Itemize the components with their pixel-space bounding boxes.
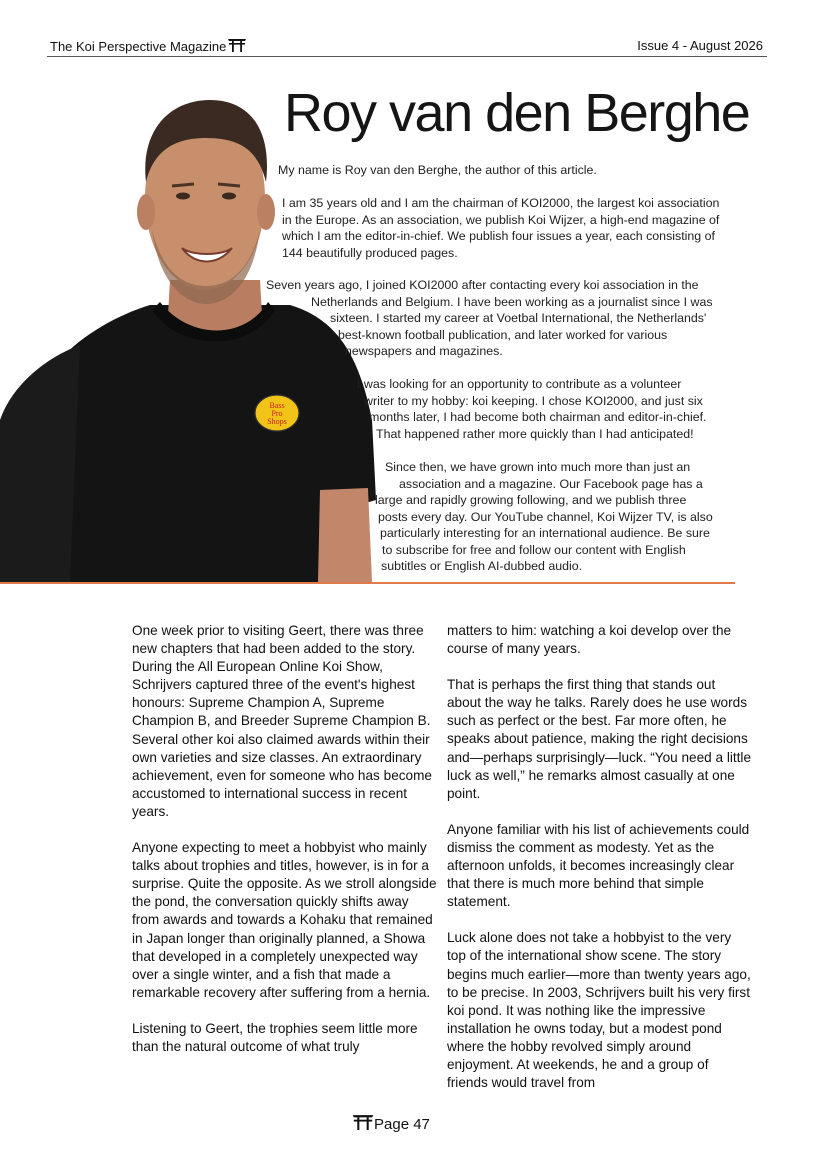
page-header [47, 38, 767, 57]
article-paragraph: Anyone familiar with his list of achievements could dismiss the comment as modesty. Yet as the afternoon unfolds, it becomes increasingly clear that there is much more behind that simple statement. [447, 821, 750, 910]
svg-text:Pro: Pro [271, 409, 283, 418]
article-paragraph: Listening to Geert, the trophies seem little more than the natural outcome of what truly [132, 1020, 418, 1054]
svg-text:Shops: Shops [267, 417, 287, 426]
intro-line: months later, I had become both chairman and editor-in-chief. [369, 410, 707, 424]
intro-line: I am 35 years old and I am the chairman of KOI2000, the largest koi association [282, 196, 720, 210]
page-footer [352, 1114, 430, 1134]
bass-pro-shops-logo [255, 395, 299, 431]
article-column-left [132, 622, 437, 1074]
issue-date: Issue 4 - August 2026 [637, 38, 763, 53]
intro-line: posts every day. Our YouTube channel, Koi Wijzer TV, is also [378, 509, 713, 524]
intro-line: Seven years ago, I joined KOI2000 after contacting every koi association in the [266, 278, 699, 292]
intro-paragraph [282, 195, 719, 261]
intro-line: to subscribe for free and follow our content with English [382, 542, 686, 557]
intro-line: subtitles or English AI-dubbed audio. [381, 559, 583, 573]
intro-paragraph [278, 162, 597, 179]
magazine-name [50, 38, 246, 55]
torii-gate-icon [352, 1114, 374, 1134]
page-number: Page 47 [374, 1115, 430, 1133]
magazine-title: The Koi Perspective Magazine [50, 39, 227, 54]
intro-line: large and rapidly growing following, and we publish three [375, 493, 687, 507]
intro-line: writer to my hobby: koi keeping. I chose KOI2000, and just six [364, 393, 703, 408]
article-paragraph: Luck alone does not take a hobbyist to the very top of the international show scene. The story begins much earlier—more than twenty years ago, to be precise. In 2003, Schrijvers built his very first koi pond. It was nothing like the impressive installation he owns today, but a modest pond where the hobby revolved simply around enjoyment. At weekends, he and a group of friends would travel from [447, 930, 751, 1091]
intro-paragraph [266, 277, 713, 360]
torii-gate-icon [228, 38, 246, 55]
article-paragraph: That is perhaps the first thing that stands out about the way he talks. Rarely does he use words such as perfect or the best. Far more often, he speaks about patience, making the right decisions and—perhaps surprisingly—luck. “You need a little luck as well,” he remarks almost casually at one point. [447, 677, 752, 801]
intro-line: which I am the editor-in-chief. We publish four issues a year, each consisting of [282, 229, 715, 243]
accent-divider [0, 582, 735, 584]
intro-line: Netherlands and Belgium. I have been working as a journalist since I was [311, 294, 713, 309]
intro-line: in the Europe. As an association, we publish Koi Wijzer, a high-end magazine of [282, 212, 720, 227]
article-paragraph: One week prior to visiting Geert, there was three new chapters that had been added to the story. During the All European Online Koi Show, Schrijvers captured three of the event's highest honours: Supreme Champion A, Supreme Champion B, and Breeder Supreme Champion B. Several other koi also claimed awards within their own varieties and size classes. An extraordinary achievement, even for someone who has become accustomed to international success in recent years. [132, 623, 432, 819]
svg-text:Bass: Bass [269, 401, 285, 410]
intro-line: That happened rather more quickly than I had anticipated! [376, 426, 694, 441]
intro-line: I was looking for an opportunity to contribute as a volunteer [357, 377, 682, 391]
intro-line: association and a magazine. Our Facebook page has a [399, 476, 703, 491]
article-column-right [447, 622, 752, 1110]
article-paragraph: matters to him: watching a koi develop over the course of many years. [447, 623, 732, 657]
intro-line: sixteen. I started my career at Voetbal International, the Netherlands' [330, 311, 707, 325]
intro-paragraph [375, 459, 713, 575]
intro-line: best-known football publication, and later worked for various [338, 327, 668, 342]
intro-line: newspapers and magazines. [345, 344, 503, 358]
intro-line: 144 beautifully produced pages. [282, 245, 458, 260]
article-paragraph: Anyone expecting to meet a hobbyist who mainly talks about trophies and titles, however, is in for a surprise. Quite the opposite. As we stroll alongside the pond, the conversation quickly shifts away from awards and towards a Kohaku that remained in Japan longer than originally planned, a Showa that developed in a completely unexpected way over a single winter, and a fish that made a remarkable recovery after suffering from a hernia. [132, 840, 437, 1000]
intro-line: My name is Roy van den Berghe, the author of this article. [278, 163, 597, 177]
intro-line: particularly interesting for an international audience. Be sure [380, 526, 710, 540]
article-title: Roy van den Berghe [284, 83, 750, 143]
intro-paragraph [357, 376, 707, 442]
intro-line: Since then, we have grown into much more than just an [385, 460, 691, 474]
